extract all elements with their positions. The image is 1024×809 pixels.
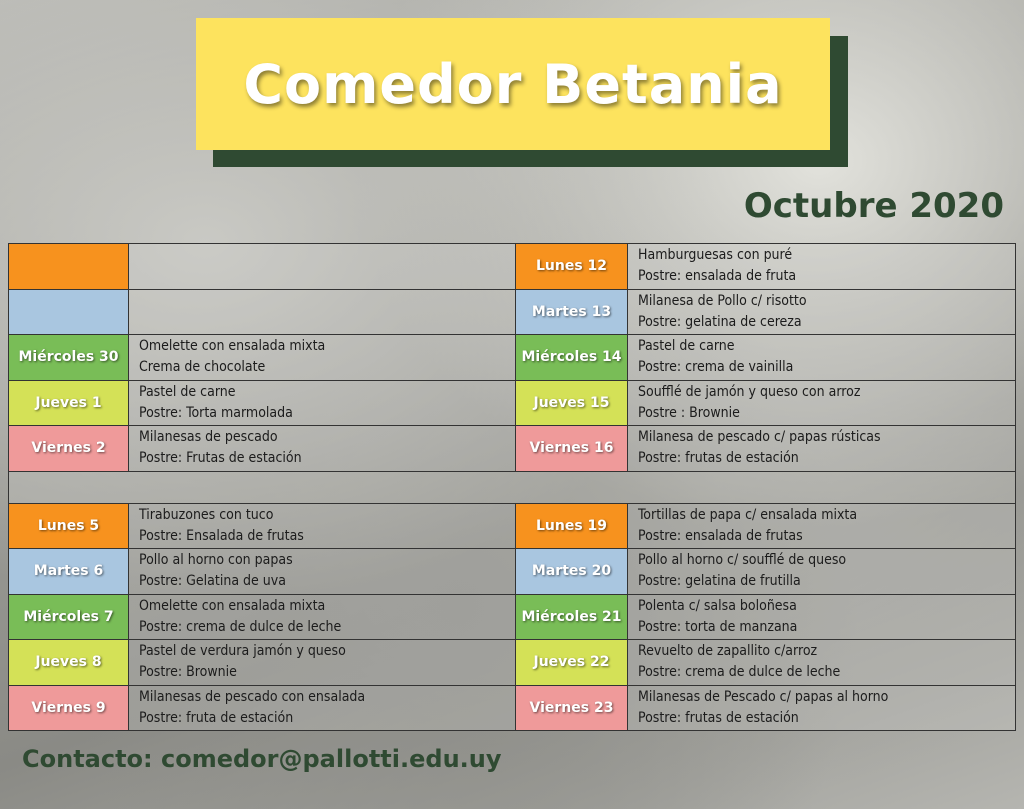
meal-line: Pollo al horno c/ soufflé de queso: [638, 552, 847, 569]
table-row: [9, 685, 1016, 731]
meal-line: Tortillas de papa c/ ensalada mixta: [638, 506, 858, 523]
meal-cell: [129, 549, 516, 595]
meal-line: Postre: crema de dulce de leche: [638, 664, 841, 681]
day-cell: Martes 13: [516, 289, 628, 335]
meal-cell: [628, 640, 1016, 686]
meal-cell: [129, 503, 516, 549]
day-cell: Martes 20: [516, 549, 628, 595]
table-row: [9, 640, 1016, 686]
meal-line: Postre: Frutas de estación: [139, 450, 302, 467]
table-row: [9, 594, 1016, 640]
meal-line: Milanesas de pescado: [139, 429, 278, 446]
day-cell: Jueves 8: [9, 640, 129, 686]
meal-line: Postre: crema de dulce de leche: [139, 618, 342, 635]
meal-line: Postre: ensalada de frutas: [638, 527, 803, 544]
meal-line: Postre: Torta marmolada: [139, 404, 293, 421]
meal-cell: [129, 380, 516, 426]
table-row: [9, 244, 1016, 290]
table-row: [9, 335, 1016, 381]
meal-line: Milanesa de Pollo c/ risotto: [638, 292, 807, 309]
table-row: [9, 549, 1016, 595]
meal-line: Postre: Ensalada de frutas: [139, 527, 304, 544]
day-cell: Viernes 2: [9, 426, 129, 472]
meal-cell: [628, 380, 1016, 426]
meal-line: Polenta c/ salsa boloñesa: [638, 597, 797, 614]
meal-line: Postre: ensalada de fruta: [638, 268, 797, 285]
day-cell: Jueves 15: [516, 380, 628, 426]
meal-line: Crema de chocolate: [139, 359, 266, 376]
meal-cell: [129, 244, 516, 290]
meal-line: Postre: gelatina de cereza: [638, 313, 802, 330]
title-banner: [196, 18, 830, 150]
meal-line: Postre: gelatina de frutilla: [638, 573, 801, 590]
day-cell: Miércoles 30: [9, 335, 129, 381]
meal-line: Postre: Brownie: [139, 664, 237, 681]
table-row: [9, 289, 1016, 335]
table-row: [9, 503, 1016, 549]
meal-line: Postre: frutas de estación: [638, 709, 799, 726]
meal-cell: [129, 640, 516, 686]
meal-cell: [628, 244, 1016, 290]
meal-cell: [129, 335, 516, 381]
meal-cell: [628, 503, 1016, 549]
meal-line: Postre: fruta de estación: [139, 709, 294, 726]
day-cell: Viernes 23: [516, 685, 628, 731]
meal-line: Postre: frutas de estación: [638, 450, 799, 467]
day-cell: Martes 6: [9, 549, 129, 595]
day-cell: Miércoles 7: [9, 594, 129, 640]
meal-line: Soufflé de jamón y queso con arroz: [638, 383, 861, 400]
meal-cell: [129, 685, 516, 731]
meal-line: Postre : Brownie: [638, 404, 740, 421]
meal-cell: [129, 289, 516, 335]
meal-line: Omelette con ensalada mixta: [139, 597, 326, 614]
day-cell: Jueves 1: [9, 380, 129, 426]
table-row: [9, 380, 1016, 426]
day-cell: Lunes 12: [516, 244, 628, 290]
table-row: [9, 426, 1016, 472]
day-cell: [9, 289, 129, 335]
meal-cell: [628, 426, 1016, 472]
meal-line: Pollo al horno con papas: [139, 552, 293, 569]
page-title: Comedor Betania: [243, 52, 783, 116]
meal-cell: [129, 426, 516, 472]
meal-line: Milanesa de pescado c/ papas rústicas: [638, 429, 881, 446]
meal-line: Pastel de carne: [139, 383, 236, 400]
day-cell: Miércoles 21: [516, 594, 628, 640]
meal-line: Pastel de carne: [638, 338, 735, 355]
day-cell: Lunes 19: [516, 503, 628, 549]
meal-cell: [628, 685, 1016, 731]
meal-cell: [129, 594, 516, 640]
meal-line: Postre: torta de manzana: [638, 618, 798, 635]
meal-cell: [628, 549, 1016, 595]
meal-cell: [628, 335, 1016, 381]
day-cell: Viernes 9: [9, 685, 129, 731]
meal-line: Omelette con ensalada mixta: [139, 338, 326, 355]
day-cell: Lunes 5: [9, 503, 129, 549]
month-label: Octubre 2020: [743, 186, 1004, 226]
meal-line: Tirabuzones con tuco: [139, 506, 274, 523]
day-cell: Jueves 22: [516, 640, 628, 686]
meal-cell: [628, 594, 1016, 640]
meal-line: Milanesas de pescado con ensalada: [139, 688, 366, 705]
meal-line: Milanesas de Pescado c/ papas al horno: [638, 688, 889, 705]
meal-line: Pastel de verdura jamón y queso: [139, 643, 346, 660]
day-cell: Miércoles 14: [516, 335, 628, 381]
meal-cell: [628, 289, 1016, 335]
menu-table: [8, 243, 1016, 731]
meal-line: Revuelto de zapallito c/arroz: [638, 643, 818, 660]
day-cell: Viernes 16: [516, 426, 628, 472]
meal-line: Postre: crema de vainilla: [638, 359, 794, 376]
week-separator: [9, 471, 1016, 503]
meal-line: Postre: Gelatina de uva: [139, 573, 286, 590]
day-cell: [9, 244, 129, 290]
contact-email[interactable]: Contacto: comedor@pallotti.edu.uy: [22, 745, 502, 773]
meal-line: Hamburguesas con puré: [638, 247, 793, 264]
